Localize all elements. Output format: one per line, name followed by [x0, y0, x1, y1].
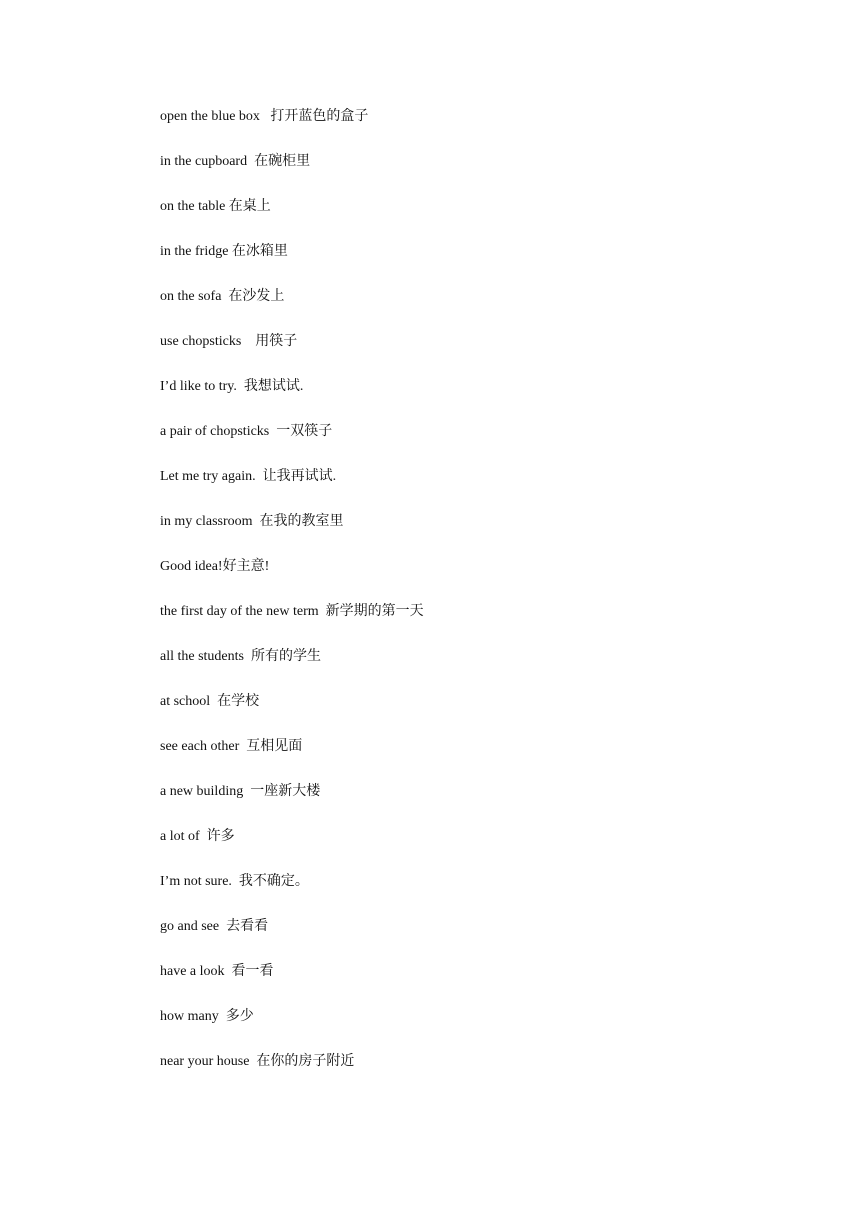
phrase-line: Good idea!好主意! [160, 559, 270, 574]
phrase-line: go and see 去看看 [160, 919, 269, 934]
phrase-line: see each other 互相见面 [160, 739, 303, 754]
phrase-line: in the cupboard 在碗柜里 [160, 154, 311, 169]
phrase-line: in my classroom 在我的教室里 [160, 514, 344, 529]
phrase-line: use chopsticks 用筷子 [160, 334, 298, 349]
phrase-line: Let me try again. 让我再试试. [160, 469, 337, 484]
phrase-line: in the fridge 在冰箱里 [160, 244, 288, 259]
phrase-line: on the sofa 在沙发上 [160, 289, 285, 304]
phrase-list [160, 108, 780, 1098]
phrase-line: on the table 在桌上 [160, 199, 271, 214]
phrase-line: at school 在学校 [160, 694, 260, 709]
phrase-line: all the students 所有的学生 [160, 649, 321, 664]
phrase-line: open the blue box 打开蓝色的盒子 [160, 109, 369, 124]
phrase-line: I’d like to try. 我想试试. [160, 379, 304, 394]
phrase-line: the first day of the new term 新学期的第一天 [160, 604, 424, 619]
phrase-line: have a look 看一看 [160, 964, 274, 979]
phrase-line: how many 多少 [160, 1009, 254, 1024]
phrase-line: I’m not sure. 我不确定。 [160, 874, 309, 889]
phrase-line: a lot of 许多 [160, 829, 235, 844]
phrase-line: a new building 一座新大楼 [160, 784, 321, 799]
phrase-line: near your house 在你的房子附近 [160, 1054, 355, 1069]
phrase-line: a pair of chopsticks 一双筷子 [160, 424, 333, 439]
